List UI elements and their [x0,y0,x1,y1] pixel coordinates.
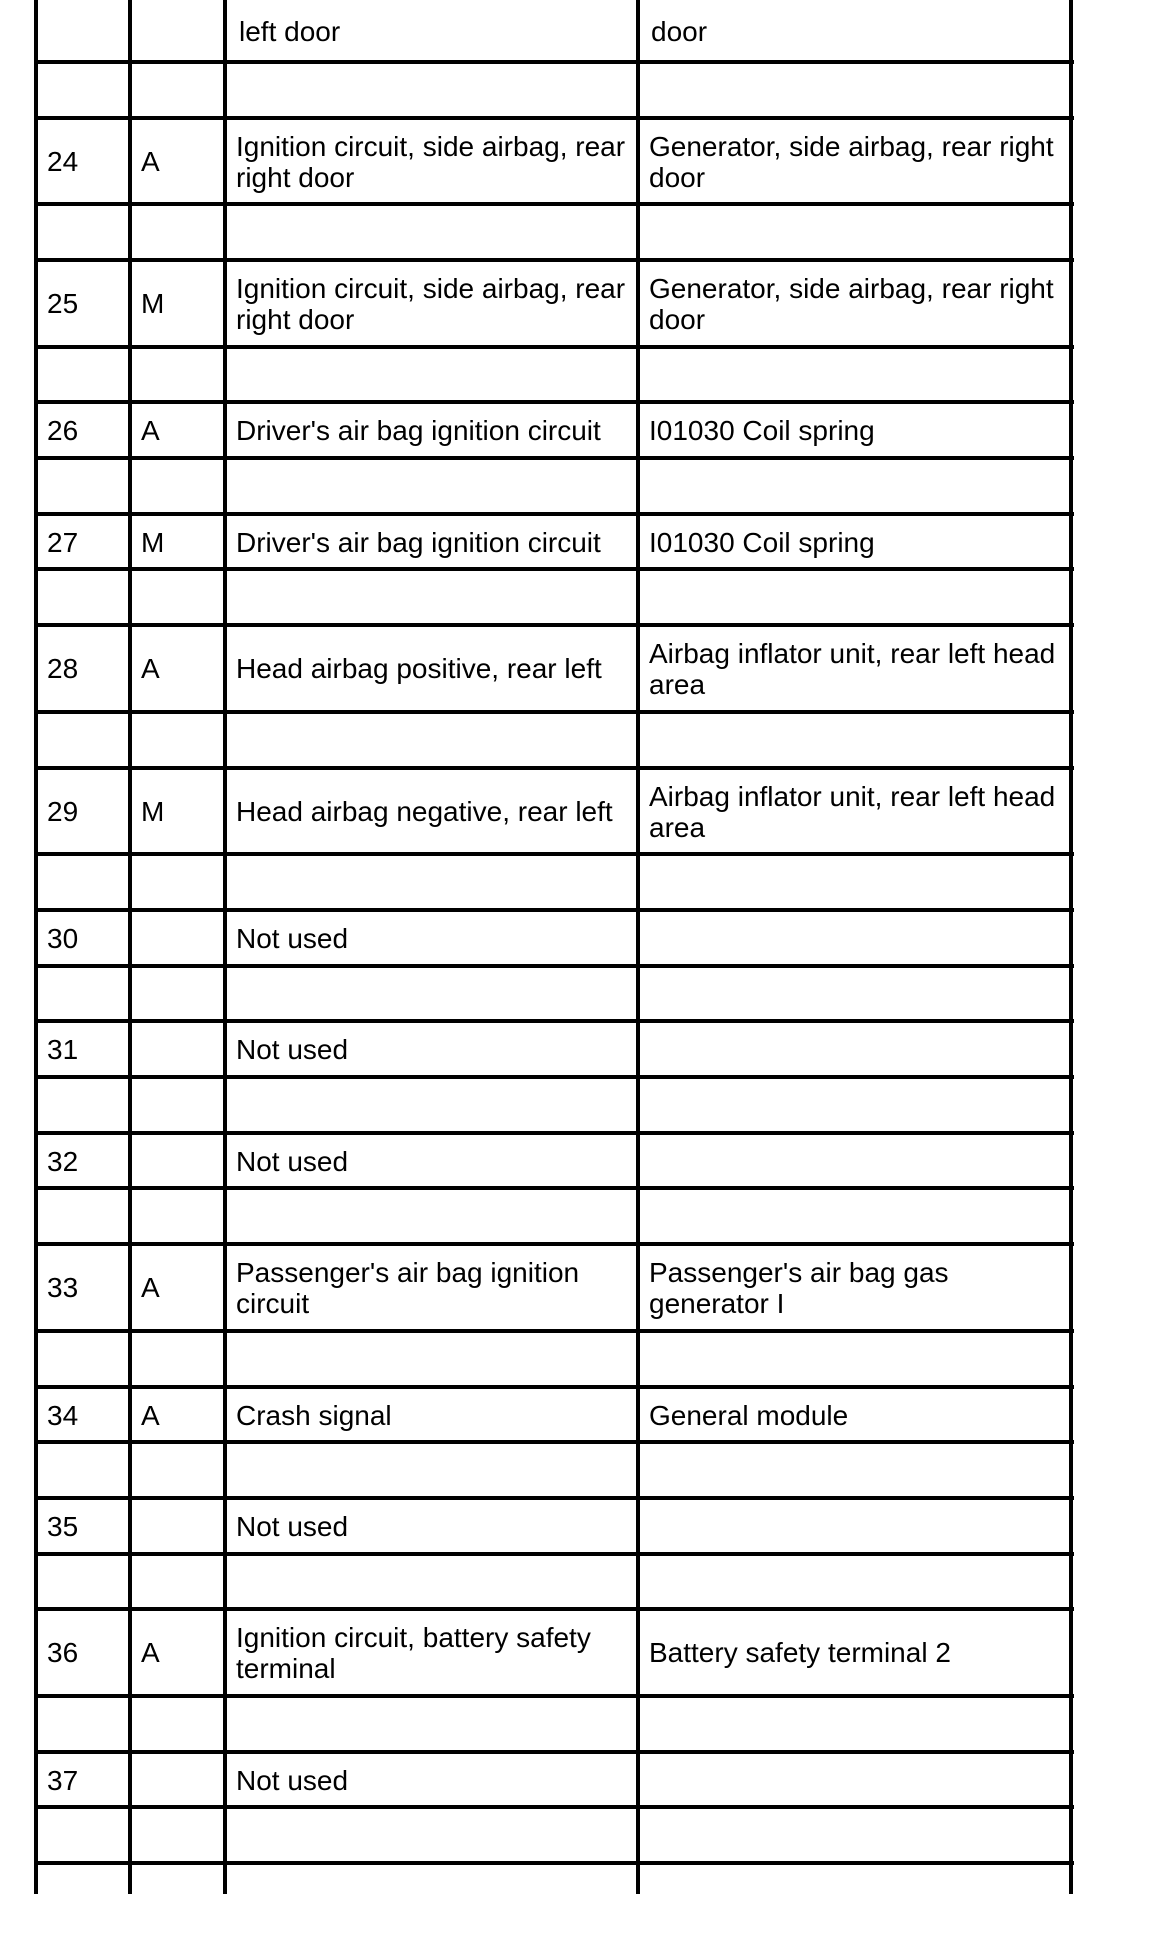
pin-location-line: I01030 Coil spring [649,526,875,558]
column-divider [34,0,38,1894]
pin-description-lines [236,1622,591,1684]
pin-description-lines [236,1400,392,1431]
pin-description-line: right door [236,161,355,193]
pin-location-line: door [649,161,706,193]
pin-description [236,1133,348,1189]
pin-description-lines [236,1511,348,1542]
row-divider [36,964,1074,968]
row-divider [36,1805,1074,1809]
pin-description [236,1498,348,1554]
pin-description [236,1244,579,1331]
pin-description-line: Passenger's air bag ignition [236,1256,580,1288]
pin-description-lines [236,131,625,193]
pin-description-lines [236,415,601,446]
pin-location-lines [649,1257,949,1319]
top-row-location: door [651,15,708,47]
pin-description-line: Ignition circuit, battery safety [236,1621,591,1653]
pin-description-line: Ignition circuit, side airbag, rear [236,130,626,162]
pin-description-line: Not used [236,922,349,954]
pin-location-line: Airbag inflator unit, rear left head [649,780,1056,812]
row-divider [36,908,1074,912]
pin-description-lines [236,1257,579,1319]
row-divider [36,60,1074,64]
pin-type: M [141,796,165,827]
pin-location-lines [649,273,1054,335]
pin-location-lines [649,415,875,446]
pin-description [236,768,613,855]
pin-location [649,1387,848,1443]
pin-number: 29 [47,796,79,827]
pin-location [649,625,1055,712]
pin-number: 25 [47,288,79,319]
pin-number: 36 [47,1637,79,1668]
pin-description-lines [236,273,625,335]
pin-location-lines [649,781,1055,843]
row-divider [36,1750,1074,1754]
pin-description-line: Head airbag negative, rear left [236,796,613,827]
row-divider [36,1186,1074,1190]
pin-description-lines [236,1034,348,1065]
pin-location-lines [649,527,875,558]
pin-number: 32 [47,1145,79,1177]
row-divider [36,1385,1074,1389]
pin-location-line: Battery safety terminal 2 [649,1637,951,1668]
pin-description-lines [236,653,602,684]
pin-description [236,1609,591,1696]
row-divider [36,1019,1074,1023]
pin-location-lines [649,638,1055,700]
pin-type: M [141,526,165,558]
pin-location [649,1609,951,1696]
row-divider [36,1075,1074,1079]
pin-description-line: Not used [236,1764,349,1796]
pin-description [236,260,625,347]
pin-description-lines [236,1146,348,1177]
pin-location [649,514,875,570]
pin-location-line: Airbag inflator unit, rear left head [649,637,1056,669]
pin-location [649,118,1054,205]
row-divider [36,1861,1074,1865]
pin-location-line: area [649,668,706,700]
pin-location-line: area [649,811,706,843]
pin-type: A [141,1272,160,1303]
pin-location [649,260,1054,347]
pin-description [236,910,348,966]
pin-location-line: I01030 Coil spring [649,414,875,446]
pin-description [236,1387,392,1443]
pin-description-line: circuit [236,1287,310,1319]
column-divider [223,0,227,1894]
pin-description-lines [236,527,601,558]
pin-description-line: Not used [236,1145,349,1177]
pin-description [236,402,601,458]
pin-location-line: Passenger's air bag gas [649,1256,949,1288]
pin-location-line: General module [649,1399,849,1431]
pin-type: A [141,1399,160,1431]
pin-number: 26 [47,414,79,446]
pin-description-line: Not used [236,1033,349,1065]
pin-location-line: door [649,303,706,335]
row-divider [36,1440,1074,1444]
pin-description-line: Driver's air bag ignition circuit [236,414,601,446]
pin-location-lines [649,131,1054,193]
pin-location [649,768,1055,855]
pin-location-line: Generator, side airbag, rear right [649,272,1054,304]
pin-description [236,1021,348,1077]
column-divider [636,0,640,1894]
row-divider [36,1496,1074,1500]
column-divider [1069,0,1073,1894]
pin-number: 30 [47,922,79,954]
pin-location-lines [649,1400,848,1431]
pin-description-lines [236,923,348,954]
row-divider [36,1552,1074,1556]
pin-description-line: Driver's air bag ignition circuit [236,526,601,558]
pin-number: 35 [47,1510,79,1542]
pin-location-line: generator I [649,1287,785,1319]
pin-number: 34 [47,1399,79,1431]
column-divider [128,0,132,1894]
pin-type: M [141,288,165,319]
pin-number: 24 [47,146,79,177]
top-row-description: left door [239,15,341,47]
pin-number: 27 [47,526,79,558]
pin-type: A [141,146,160,177]
pin-description-line: right door [236,303,355,335]
pin-description-line: terminal [236,1652,336,1684]
pin-description-line: Crash signal [236,1399,392,1431]
pin-number: 33 [47,1272,79,1303]
pin-number: 37 [47,1764,79,1796]
pin-description [236,625,602,712]
pin-type: A [141,1637,160,1668]
pin-location [649,402,875,458]
pin-number: 28 [47,653,79,684]
pin-description-line: Not used [236,1510,349,1542]
pin-type: A [141,414,160,446]
pin-location-line: Generator, side airbag, rear right [649,130,1054,162]
pin-description-line: Head airbag positive, rear left [236,653,602,684]
pin-type: A [141,653,160,684]
pin-description [236,118,625,205]
pin-description-lines [236,1765,348,1796]
pin-description [236,514,601,570]
pin-description-lines [236,796,613,827]
row-divider [36,1131,1074,1135]
pin-location-lines [649,1637,951,1668]
pin-number: 31 [47,1033,79,1065]
pin-location [649,1244,949,1331]
pin-description-line: Ignition circuit, side airbag, rear [236,272,626,304]
pin-description [236,1752,348,1808]
